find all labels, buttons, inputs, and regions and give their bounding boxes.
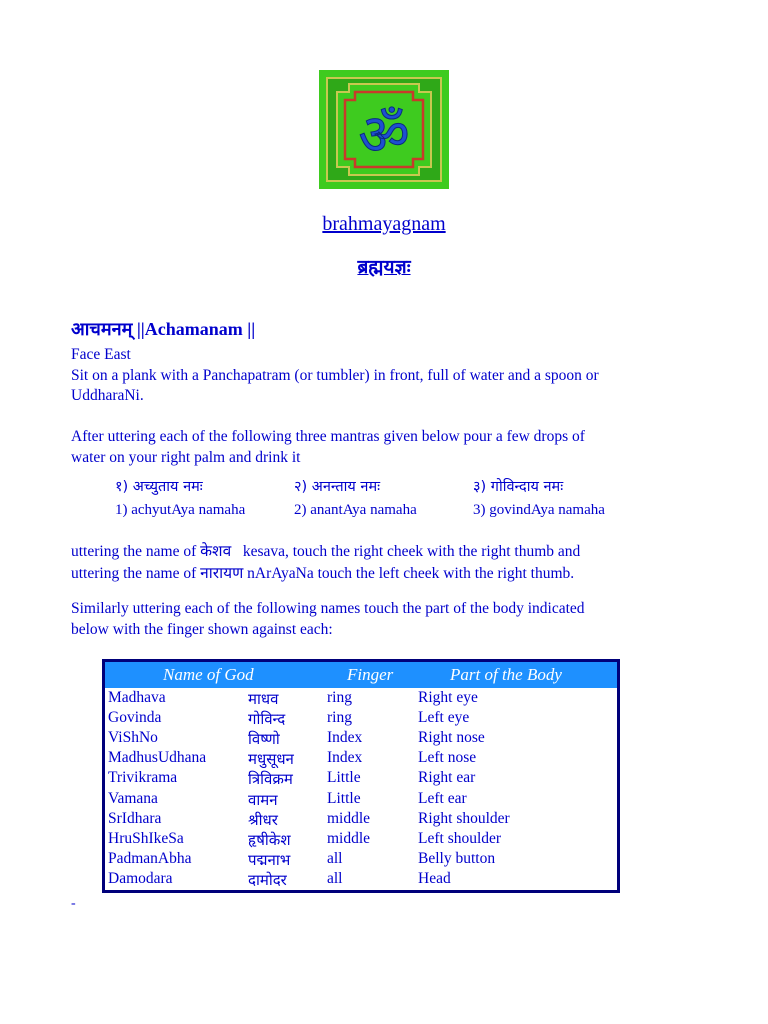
text-span: nArAyaNa touch the left cheek with the right thumb. [243, 564, 575, 582]
cell-devanagari: मधुसूधन [248, 750, 294, 769]
cell-part: Head [418, 869, 451, 887]
table-row [105, 870, 617, 890]
cell-devanagari: माधव [248, 690, 279, 708]
cell-devanagari: त्रिविक्रम [248, 770, 293, 789]
cell-devanagari: हृषीकेश [248, 830, 291, 849]
cell-name: Madhava [108, 689, 166, 706]
cell-name: PadmanAbha [108, 849, 192, 867]
page-title-devanagari: ब्रह्मयज्ञः [357, 256, 411, 278]
table-row [105, 709, 617, 729]
narayana-devanagari: नारायण [200, 563, 244, 582]
cell-name: Damodara [108, 869, 173, 887]
cell-finger: Little [327, 789, 361, 807]
section-heading [71, 317, 255, 341]
cell-finger: ring [327, 689, 352, 706]
body-parts-table [102, 659, 620, 893]
text-line: Similarly uttering each of the following names touch the part of the body indicated [71, 600, 585, 617]
text-line: UddharaNi. [71, 387, 144, 404]
mantra-2-devanagari: २) अनन्ताय नमः [294, 479, 381, 495]
cell-devanagari: विष्णो [248, 730, 280, 749]
cell-part: Left eye [418, 709, 470, 727]
cell-finger: Little [327, 769, 361, 787]
instruction-paragraph-1 [71, 345, 691, 407]
cell-finger: Index [327, 749, 363, 767]
instruction-paragraph-2 [71, 427, 691, 468]
cell-name: Govinda [108, 709, 162, 727]
text-line [71, 541, 711, 563]
text-line: below with the finger shown against each: [71, 620, 333, 638]
cell-devanagari: गोविन्द [248, 710, 286, 729]
mantra-1-devanagari: १) अच्युताय नमः [115, 479, 203, 495]
cell-devanagari: श्रीधर [248, 810, 278, 829]
om-logo [319, 70, 449, 189]
cell-part: Right nose [418, 729, 485, 747]
table-row [105, 729, 617, 749]
cell-name: ViShNo [108, 729, 158, 747]
text-line: water on your right palm and drink it [71, 448, 301, 466]
header-name-of-god: Name of God [163, 665, 254, 684]
cell-part: Left ear [418, 789, 467, 807]
page-title[interactable]: brahmayagnam [322, 213, 446, 235]
cell-name: Vamana [108, 789, 158, 807]
cell-devanagari: दामोदर [248, 870, 287, 889]
cell-devanagari: पद्मनाभ [248, 850, 291, 869]
text-span: uttering the name of [71, 564, 201, 582]
cell-finger: all [327, 849, 343, 867]
cell-part: Left shoulder [418, 829, 502, 847]
text-span: kesava, touch the right cheek with the right thumb and [242, 543, 581, 560]
mantra-3-devanagari: ३) गोविन्दाय नमः [473, 479, 564, 495]
text-line: After uttering each of the following three mantras given below pour a few drops of [71, 428, 585, 445]
cell-part: Right ear [418, 769, 476, 787]
om-symbol: ॐ [358, 103, 410, 168]
text-line [71, 563, 711, 585]
mantra-2-roman: 2) anantAya namaha [294, 502, 417, 518]
table-header [105, 662, 617, 688]
cell-name: Trivikrama [108, 769, 178, 787]
table-row [105, 850, 617, 870]
instruction-paragraph-4 [71, 599, 711, 640]
table-row [105, 769, 617, 789]
cell-finger: Index [327, 729, 363, 747]
mantra-1-roman: 1) achyutAya namaha [115, 502, 246, 518]
mantra-3-roman: 3) govindAya namaha [473, 502, 605, 518]
cell-part: Left nose [418, 749, 477, 767]
table-row [105, 830, 617, 850]
cell-part: Belly button [418, 849, 496, 867]
text-line: Face East [71, 346, 131, 363]
cell-finger: ring [327, 709, 352, 727]
cell-finger: middle [327, 809, 371, 827]
header-part-of-body: Part of the Body [450, 665, 562, 684]
cell-name: HruShIkeSa [108, 829, 184, 847]
table-row [105, 790, 617, 810]
text-span: uttering the name of [71, 543, 201, 560]
cell-name: SrIdhara [108, 809, 162, 827]
cell-finger: all [327, 869, 343, 887]
kesava-devanagari: केशव [200, 542, 232, 560]
table-row [105, 810, 617, 830]
header-finger: Finger [347, 665, 394, 684]
table-row [105, 689, 617, 709]
cell-part: Right eye [418, 689, 478, 706]
cell-devanagari: वामन [248, 790, 278, 809]
cell-part: Right shoulder [418, 809, 510, 827]
instruction-paragraph-3 [71, 541, 711, 584]
section-heading-roman: ||Achamanam || [136, 319, 256, 339]
text-line: Sit on a plank with a Panchapatram (or tumbler) in front, full of water and a spoon or [71, 366, 599, 384]
cell-name: MadhusUdhana [108, 749, 207, 767]
trailing-dash: - [71, 896, 76, 911]
table-row [105, 749, 617, 769]
section-heading-devanagari: आचमनम् [71, 319, 133, 340]
cell-finger: middle [327, 829, 371, 847]
